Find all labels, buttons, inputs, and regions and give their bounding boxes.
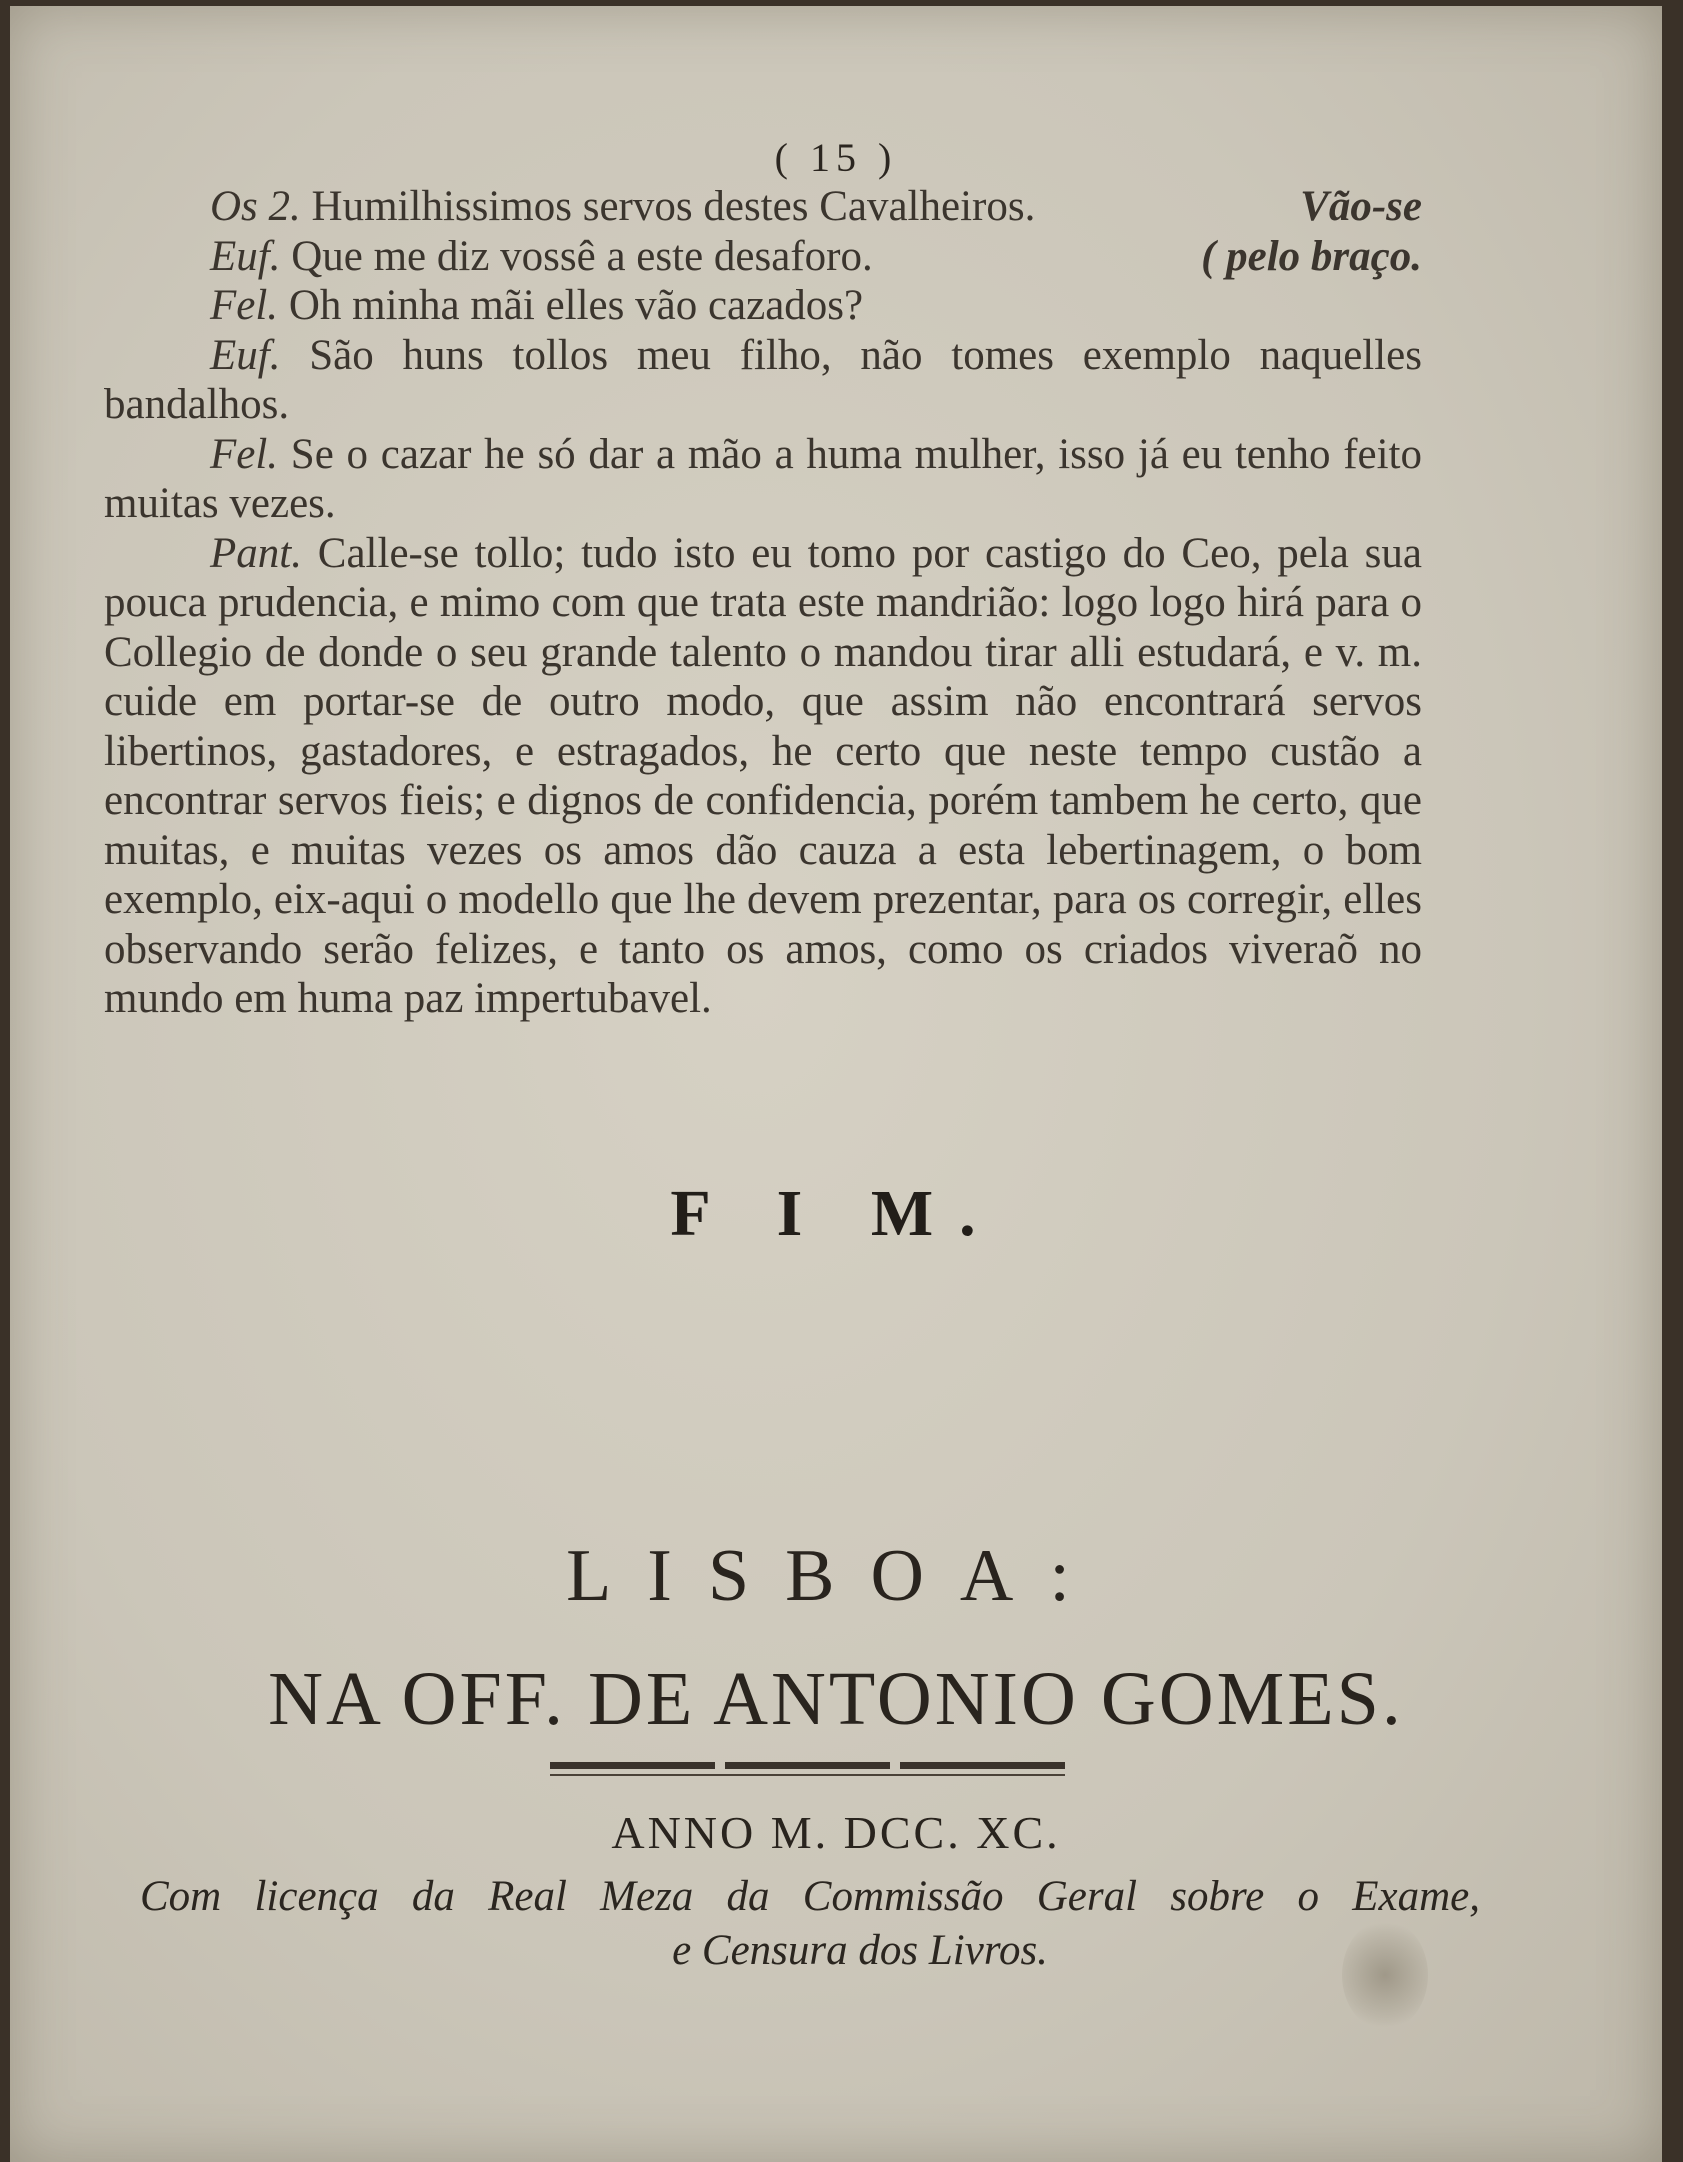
book-page [10,6,1662,2162]
speaker-name: Euf. [210,232,281,280]
speaker-name: Euf. [210,331,281,379]
dialogue-speech: Se o cazar he só dar a mão a huma mulher, isso já eu tenho feito muitas vezes. [104,430,1423,527]
speaker-name: Fel. [210,430,279,478]
license-line: e Censura dos Livros. [672,1927,1048,1974]
speaker-name: Pant. [210,529,302,577]
stage-direction: ( pelo braço. [1201,232,1422,280]
dialogue-speech: Humilhissimos servos destes Cavalheiros. [311,183,1036,230]
imprint-year: ANNO M. DCC. XC. [611,1807,1061,1858]
dialogue-line [104,232,1422,282]
license-line: Com licença da Real Meza da Commissão Geral sobre o Exame, [140,1873,1480,1920]
dialogue-speech: Que me diz vossê a este desaforo. [291,232,873,280]
paper-stain [1342,1920,1428,2030]
page-number: ( 15 ) [774,135,898,180]
speaker-name: Os 2. [210,183,301,230]
dialogue-line [104,281,1422,331]
dialogue-line [104,430,1422,529]
ornamental-rule [550,1758,1065,1784]
imprint-printer: NA OFF. DE ANTONIO GOMES. [268,1657,1404,1741]
license-note [140,1870,1480,1978]
dialogue-speech: Oh minha mãi elles vão cazados? [288,282,864,329]
dialogue-line [104,182,1422,232]
dialogue-line [104,529,1422,1024]
end-mark: F I M. [670,1177,1002,1250]
dialogue-line [104,331,1422,430]
dialogue-speech: Calle-se tollo; tudo isto eu tomo por castigo do Ceo, pela sua pouca prudencia, e mimo com que trata este mandrião: logo logo hirá para o Collegio de donde o seu grande talento o mandou tirar alli estudará, e v. m. cuide em portar-se de outro modo, que assim não encontrará servos libertinos, gastadores, e estragados, he certo que neste tempo custão a encontrar servos fieis; e dignos de confidencia, porém tambem he certo, que muitas, e muitas vezes os amos dão cauza a esta lebertinagem, o bom exemplo, eix-aqui o modello que lhe devem prezentar, para os corregir, elles observando serão felizes, e tanto os amos, como os criados viveraõ no mundo em huma paz impertubavel. [104,529,1422,1022]
dialogue-speech: São huns tollos meu filho, não tomes exemplo naquelles bandalhos. [104,331,1422,428]
stage-direction: Vão-se [1300,183,1422,230]
dialogue-text [104,182,1422,1024]
speaker-name: Fel. [210,282,279,329]
imprint-city: LISBOA: [566,1535,1106,1617]
